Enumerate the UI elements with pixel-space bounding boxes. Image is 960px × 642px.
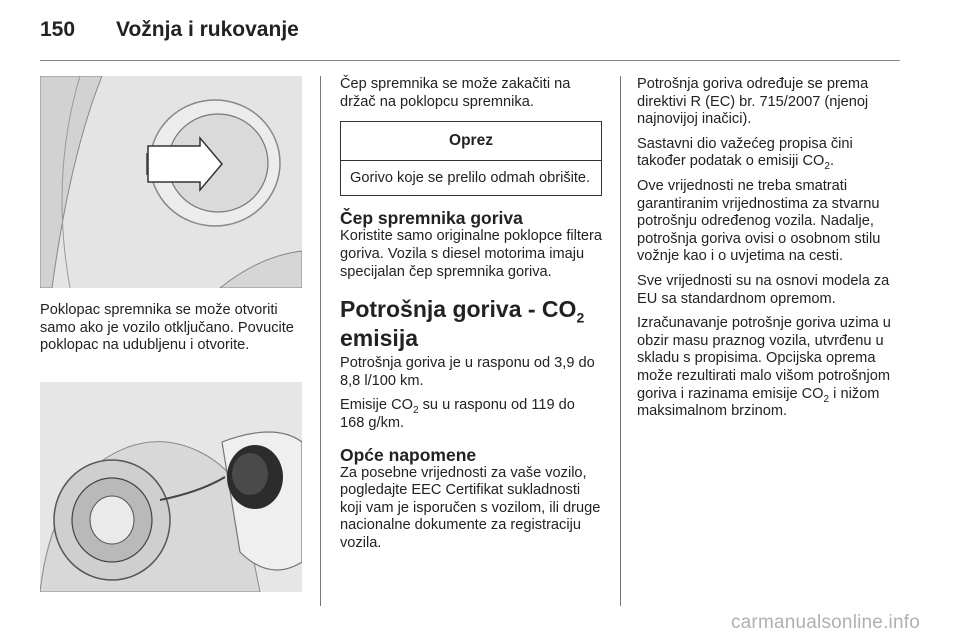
column-2-text xyxy=(340,76,602,560)
caution-title: Oprez xyxy=(341,122,601,161)
consumption-heading-line2: emisija xyxy=(340,325,418,352)
consumption-heading: Potrošnja goriva - $CO_2$ xyxy=(340,296,585,326)
column-1-text xyxy=(40,302,308,362)
footer-watermark: carmanualsonline.info xyxy=(730,612,920,633)
calculation-text: Izračunavanje potrošnje goriva uzima u obzir masu praznog vozila, utvrđenu u skladu s propisima. Opcijska oprema može rezultirati malo višom potrošnjom goriva i razinama emisije $CO_2$ i nižom maksimalnom brzinom. xyxy=(637,315,891,420)
caution-box xyxy=(340,121,602,196)
fuel-flap-illustration xyxy=(40,76,302,288)
cap-hook-text: Čep spremnika se može zakačiti na držač na poklopcu spremnika. xyxy=(340,76,571,110)
general-heading: Opće napomene xyxy=(340,444,477,465)
fuel-flap-drawing xyxy=(40,76,302,288)
co2-data-text: Sastavni dio važećeg propisa čini također podatak o emisiji $CO_2$. xyxy=(637,135,853,173)
caution-body: Gorivo koje se prelilo odmah obrišite. xyxy=(350,169,591,186)
fuel-cap-illustration xyxy=(40,382,302,592)
fuel-flap-caption: Poklopac spremnika se može otvoriti samo ako je vozilo otključano. Povucite poklopac na udubljenu i otvorite. xyxy=(40,302,294,354)
fuel-cap-drawing xyxy=(40,382,302,592)
not-guaranteed-text: Ove vrijednosti ne treba smatrati garantiranim vrijednostima za stvarnu potrošnju određenog vozila. Nadalje, potrošnja goriva ovisi o osobnom stilu vožnje kao i o uvjetima na cesti. xyxy=(637,177,881,265)
eu-model-text: Sve vrijednosti su na osnovi modela za EU sa standardnom opremom. xyxy=(637,272,890,307)
directive-text: Potrošnja goriva određuje se prema direktivi R (EC) br. 715/2007 (njenoj najnovijoj inačici). xyxy=(637,76,869,128)
consumption-text: Potrošnja goriva je u rasponu od 3,9 do 8,8 l/100 km. xyxy=(340,355,595,389)
emission-text: Emisije $CO_2$ su u rasponu od 119 do 168 g/km. xyxy=(340,397,575,431)
cap-text: Koristite samo originalne poklopce filtera goriva. Vozila s diesel motorima imaju specijalan čep spremnika goriva. xyxy=(340,228,603,280)
cap-heading: Čep spremnika goriva xyxy=(340,208,523,229)
column-3-text xyxy=(637,76,901,428)
page-title: Vožnja i rukovanje xyxy=(116,18,299,41)
column-divider-2 xyxy=(620,76,621,606)
page-number: 150 xyxy=(40,18,76,41)
general-text: Za posebne vrijednosti za vaše vozilo, pogledajte EEC Certifikat sukladnosti koji vam je isporučen s vozilom, ili druge nacionalne dokumente za registraciju vozila. xyxy=(340,464,601,551)
header-rule xyxy=(40,60,900,61)
column-divider-1 xyxy=(320,76,321,606)
